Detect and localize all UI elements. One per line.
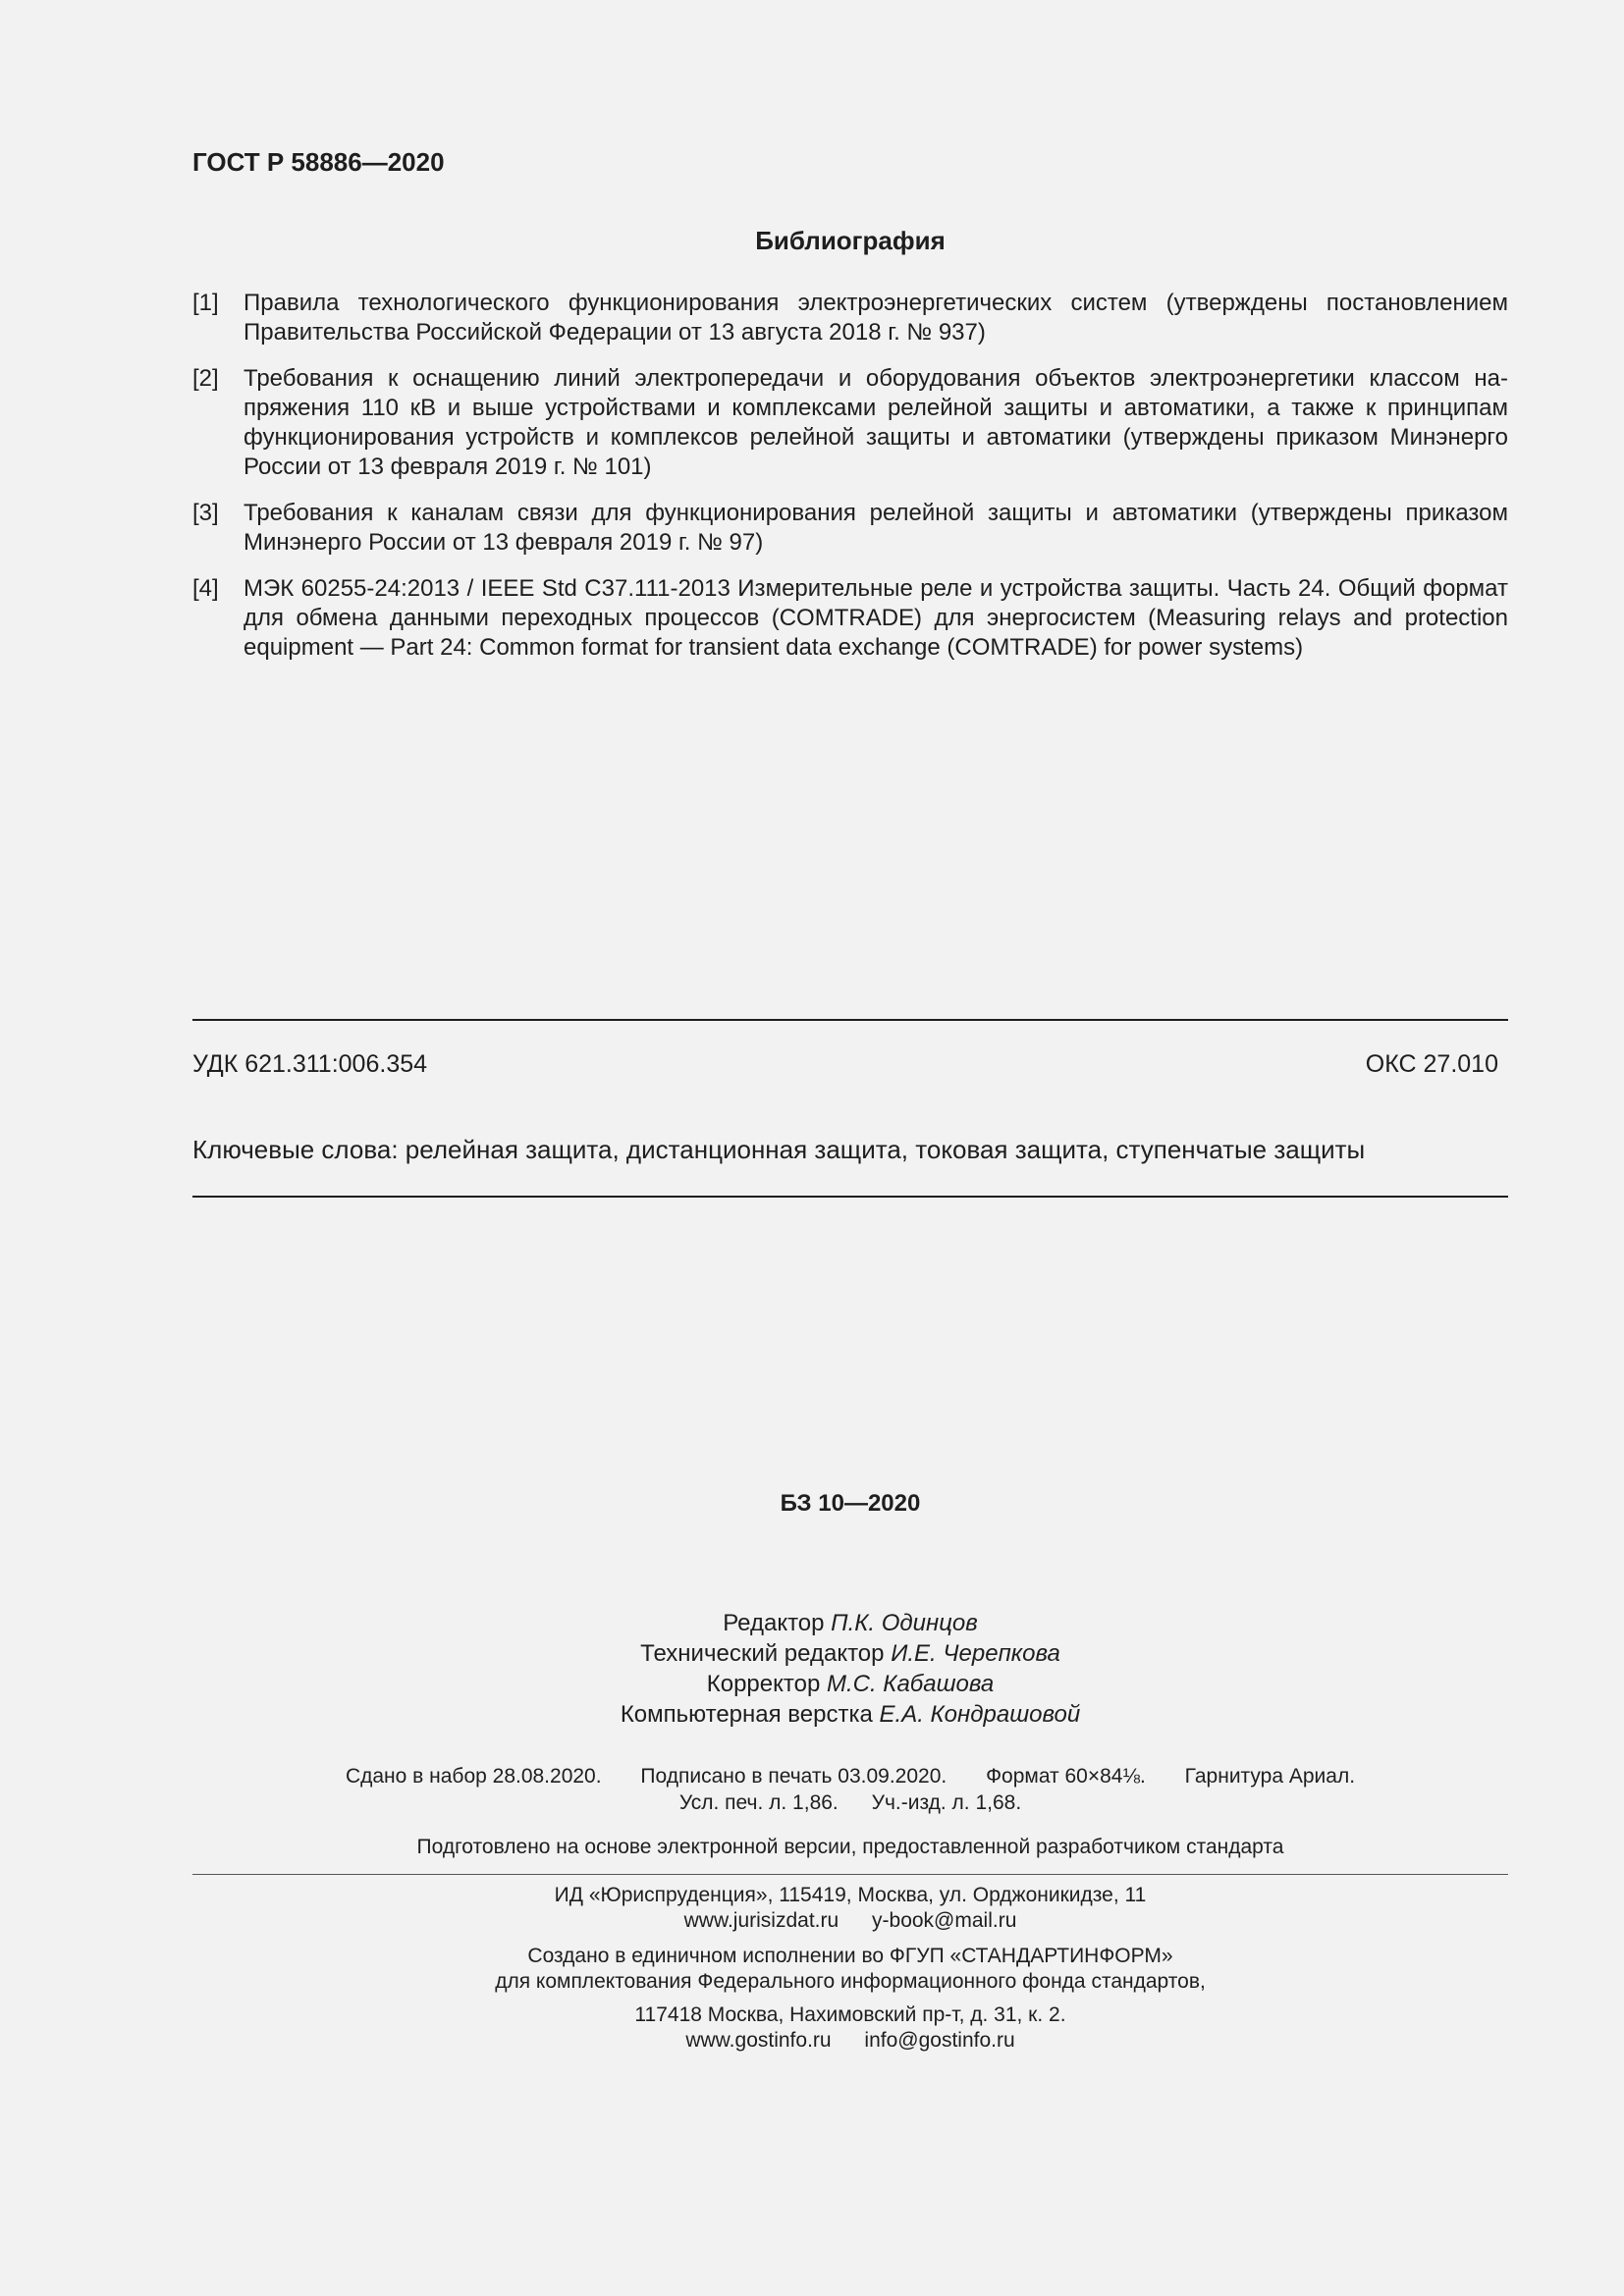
document-page	[192, 0, 1508, 2296]
imprint-block	[192, 1763, 1508, 1816]
ref-number: [1]	[192, 290, 219, 316]
bibliography-item	[192, 574, 1508, 663]
credit-layout	[192, 1699, 1508, 1730]
bibliography-item	[192, 499, 1508, 558]
ref-number: [4]	[192, 575, 219, 602]
imprint-line-1	[192, 1763, 1508, 1789]
credit-name: М.С. Кабашова	[826, 1671, 995, 1697]
publisher-site-link[interactable]: www.jurisizdat.ru	[683, 1909, 839, 1932]
address-block	[192, 2002, 1508, 2054]
udc-code: УДК 621.311:006.354	[192, 1050, 428, 1078]
credit-role: Компьютерная верстка	[620, 1701, 873, 1728]
ref-number: [2]	[192, 365, 219, 392]
keywords: Ключевые слова: релейная защита, дистанционная защита, токовая защита, ступенчатые защиты	[192, 1135, 1366, 1164]
divider-top	[192, 1019, 1508, 1021]
credit-role: Технический редактор	[640, 1640, 885, 1667]
bz-code: БЗ 10—2020	[780, 1490, 921, 1517]
created-line-2: для комплектования Федерального информационного фонда стандартов,	[495, 1970, 1206, 1993]
credit-role: Корректор	[706, 1671, 821, 1697]
created-block	[192, 1944, 1508, 1995]
standartinform-contacts	[192, 2028, 1508, 2054]
prepared-note: Подготовлено на основе электронной версии, предоставленной разработчиком стандарта	[416, 1836, 1284, 1858]
publisher-address: ИД «Юриспруденция», 115419, Москва, ул. Орджоникидзе, 11	[554, 1884, 1147, 1906]
credit-name: Е.А. Кондрашовой	[879, 1701, 1081, 1728]
credit-name: И.Е. Черепкова	[891, 1640, 1060, 1667]
created-line-1: Создано в единичном исполнении во ФГУП «СТАНДАРТИНФОРМ»	[527, 1945, 1173, 1967]
imprint-pub-sheets: Уч.-изд. л. 1,68.	[871, 1791, 1022, 1814]
divider-bottom	[192, 1874, 1508, 1875]
credit-role: Редактор	[723, 1610, 825, 1636]
divider-middle	[192, 1196, 1508, 1198]
credit-tech-editor	[192, 1638, 1508, 1669]
publisher-block	[192, 1883, 1508, 1934]
imprint-line-2	[192, 1789, 1508, 1816]
imprint-font: Гарнитура Ариал.	[1184, 1765, 1356, 1788]
credit-editor	[192, 1608, 1508, 1638]
ref-text: Правила технологического функционирования электроэнергетических систем (утверждены постановлением Правительства Российской Федерации от 13 августа 2018 г. № 937)	[244, 290, 1508, 346]
credits-block	[192, 1608, 1508, 1730]
publisher-contacts	[192, 1908, 1508, 1934]
ref-text: Требования к оснащению линий электропередачи и оборудования объектов электроэнергетики классом напряжения 110 кВ и выше устройствами и комплексами релейной защиты и автоматики, а также к принципам функционирования устройств и комплексов релейной защиты и автоматики (утверждены приказом Минэнерго России от 13 февраля 2019 г. № 101)	[244, 365, 1508, 480]
credit-proofreader	[192, 1669, 1508, 1699]
bibliography-item	[192, 364, 1508, 482]
publisher-email-link[interactable]: y-book@mail.ru	[872, 1909, 1017, 1932]
imprint-signed: Подписано в печать 03.09.2020.	[640, 1765, 947, 1788]
standard-code: ГОСТ Р 58886—2020	[192, 147, 445, 177]
ref-number: [3]	[192, 500, 219, 526]
standartinform-address: 117418 Москва, Нахимовский пр-т, д. 31, к. 2.	[634, 2003, 1066, 2026]
imprint-format: Формат 60×84⅛.	[986, 1765, 1146, 1788]
bibliography-list	[192, 289, 1508, 679]
imprint-typeset: Сдано в набор 28.08.2020.	[345, 1765, 602, 1788]
credit-name: П.К. Одинцов	[831, 1610, 978, 1636]
bibliography-item	[192, 289, 1508, 347]
imprint-print-sheets: Усл. печ. л. 1,86.	[678, 1791, 839, 1814]
gostinfo-email-link[interactable]: info@gostinfo.ru	[864, 2029, 1015, 2052]
bibliography-title: Библиография	[755, 226, 946, 255]
gostinfo-site-link[interactable]: www.gostinfo.ru	[685, 2029, 832, 2052]
oks-code: ОКС 27.010	[1365, 1050, 1498, 1078]
ref-text: Требования к каналам связи для функционирования релейной защиты и автоматики (утверждены приказом Минэнерго России от 13 февраля 2019 г. № 97)	[244, 500, 1508, 556]
ref-text: МЭК 60255-24:2013 / IEEE Std C37.111-2013 Измерительные реле и устройства защиты. Часть 24. Общий формат для обмена данными переходных процессов (COMTRADE) для энергосистем (Measuring relays and protection equipment — Part 24: Common format for transient data exchange (COMTRADE) for power systems)	[244, 575, 1508, 661]
